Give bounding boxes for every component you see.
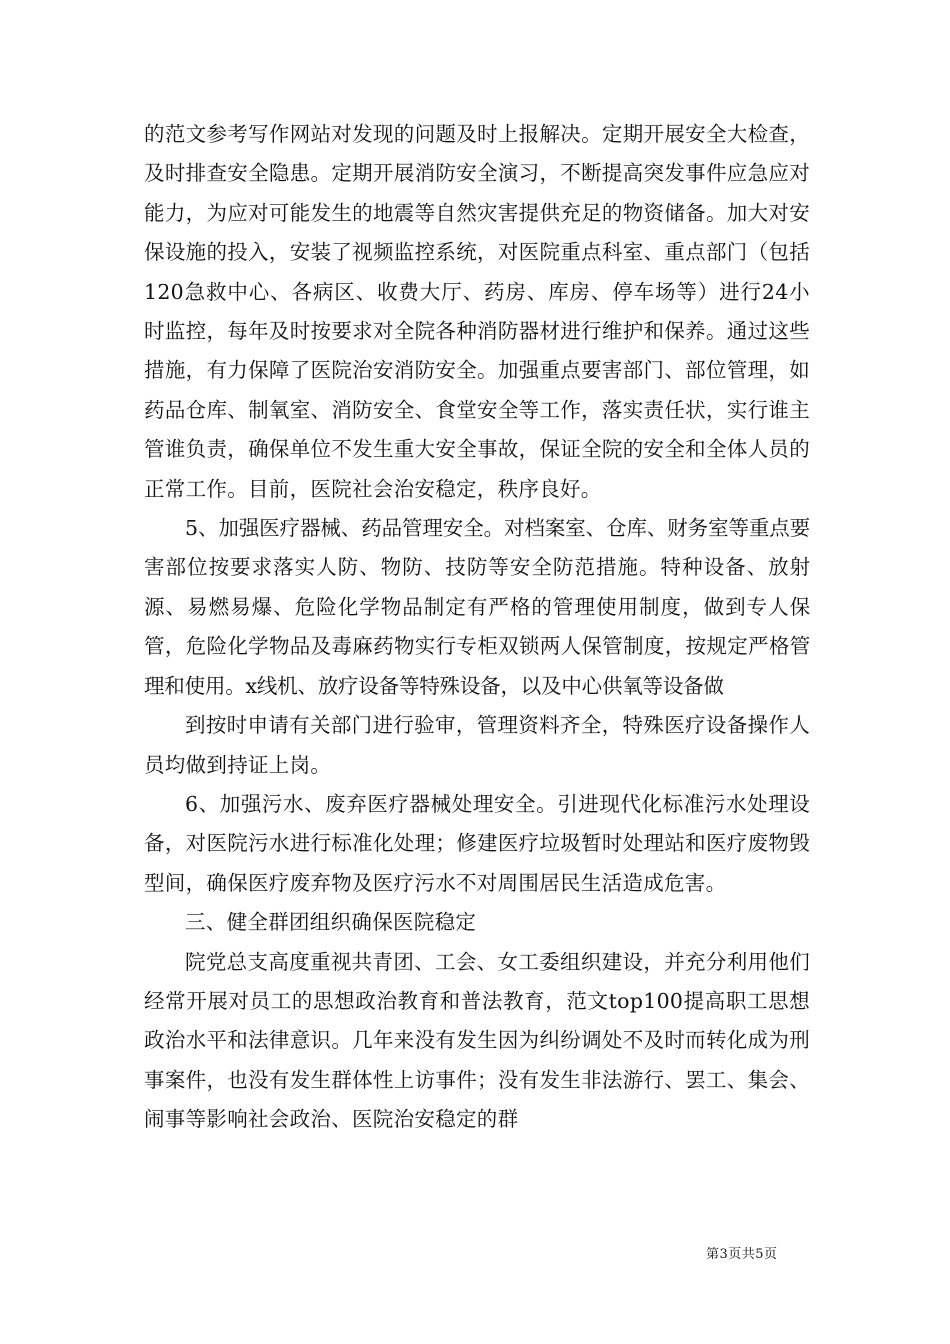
section-heading-mass-organizations: 三、健全群团组织确保医院稳定 [185, 910, 477, 935]
paragraph-party-organization: 院党总支高度重视共青团、工会、女工委组织建设，并充分利用他们经常开展对员工的思想政治教育和普法教育，范文top100提高职工思想政治水平和法律意识。几年来没有发生因为纠纷调处不及时而转化成为刑事案件，也没有发生群体性上访事件；没有发生非法游行、罢工、集会、闹事等影响社会政治、医院治安稳定的群 [144, 949, 810, 1132]
page-number-footer: 第3页共5页 [706, 1247, 778, 1262]
paragraph-equipment-inspection: 到按时申请有关部门进行验审，管理资料齐全，特殊医疗设备操作人员均做到持证上岗。 [144, 713, 810, 777]
paragraph-medical-equipment: 5、加强医疗器械、药品管理安全。对档案室、仓库、财务室等重点要害部位按要求落实人防、物防、技防等安全防范措施。特种设备、放射源、易燃易爆、危险化学物品制定有严格的管理使用制度，做到专人保管，危险化学物品及毒麻药物实行专柜双锁两人保管制度，按规定严格管理和使用。x线机、放疗设备等特殊设备，以及中心供氧等设备做 [144, 516, 810, 698]
paragraph-security-measures: 的范文参考写作网站对发现的问题及时上报解决。定期开展安全大检查，及时排查安全隐患。定期开展消防安全演习，不断提高突发事件应急应对能力，为应对可能发生的地震等自然灾害提供充足的物资储备。加大对安保设施的投入，安装了视频监控系统，对医院重点科室、重点部门（包括120急救中心、各病区、收费大厅、药房、库房、停车场等）进行24小时监控，每年及时按要求对全院各种消防器材进行维护和保养。通过这些措施，有力保障了医院治安消防安全。加强重点要害部门、部位管理，如药品仓库、制氧室、消防安全、食堂安全等工作，落实责任状，实行谁主管谁负责，确保单位不发生重大安全事故，保证全院的安全和全体人员的正常工作。目前，医院社会治安稳定，秩序良好。 [144, 122, 810, 501]
paragraph-waste-handling: 6、加强污水、废弃医疗器械处理安全。引进现代化标准污水处理设备，对医院污水进行标准化处理；修建医疗垃圾暂时处理站和医疗废物毁型间，确保医疗废弃物及医疗污水不对周围居民生活造成危害。 [144, 791, 810, 895]
document-body [144, 115, 810, 1140]
